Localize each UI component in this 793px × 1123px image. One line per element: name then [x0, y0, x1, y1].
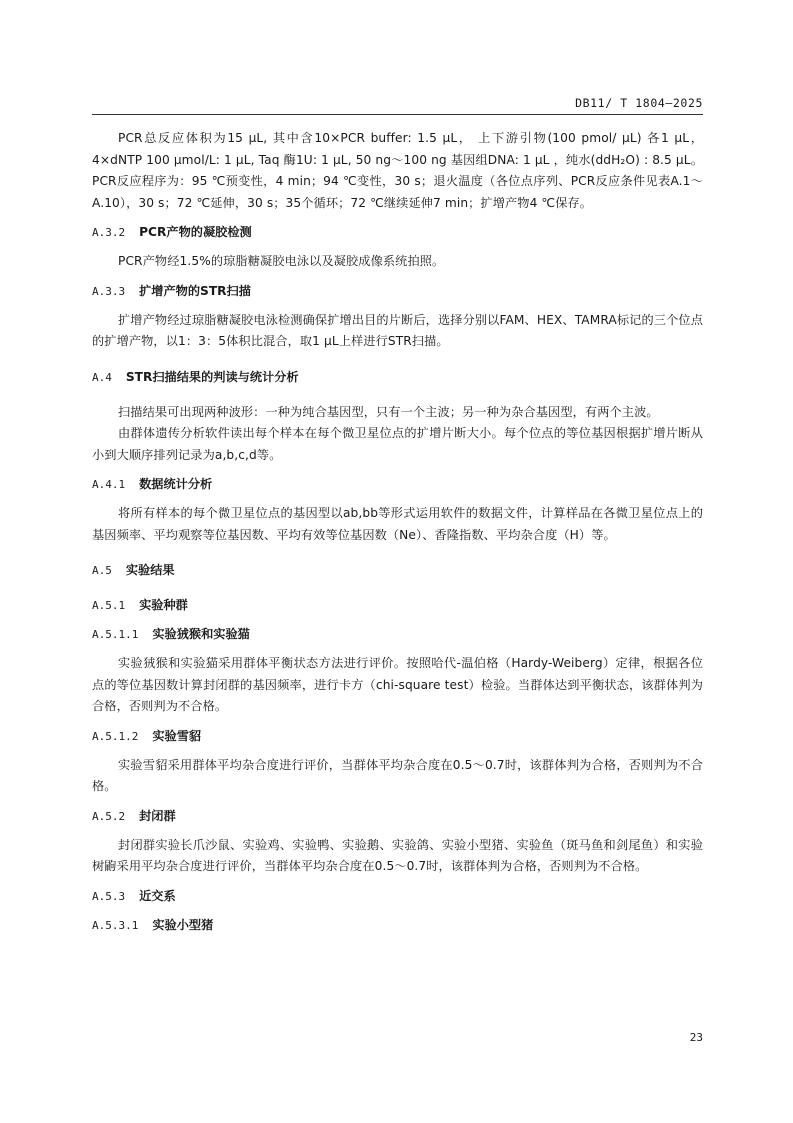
heading-a-5 — [92, 560, 703, 581]
section-number: A.5.1.2 — [92, 729, 139, 743]
heading-a-5-1-2 — [92, 726, 703, 747]
heading-a-3-2 — [92, 222, 703, 243]
section-number: A.5.1 — [92, 599, 126, 612]
page-content — [92, 128, 703, 936]
section-number: A.5.1.1 — [92, 628, 139, 641]
heading-a-5-1 — [92, 595, 703, 616]
section-title: 实验种群 — [139, 598, 188, 612]
paragraph-marmoset-cat: 实验狨猴和实验猫采用群体平衡状态方法进行评价。按照哈代-温伯格（Hardy-Weiberg）定律，根据各位点的等位基因数计算封闭群的基因频率，进行卡方（chi-square test）检验。当群体达到平衡状态，该群体判为合格，否则判为不合格。 — [92, 656, 703, 713]
heading-a-4-1 — [92, 474, 703, 495]
paragraph-statistics: 将所有样本的每个微卫星位点的基因型以ab,bb等形式运用软件的数据文件，计算样品在各微卫星位点上的基因频率、平均观察等位基因数、平均有效等位基因数（Ne）、香隆指数、平均杂合度（H）等。 — [92, 506, 703, 542]
page-number: 23 — [689, 1031, 703, 1044]
section-number: A.4 — [92, 370, 112, 384]
heading-a-4 — [92, 367, 703, 388]
section-title: PCR产物的凝胶检测 — [139, 225, 252, 239]
paragraph-scan-waveforms: 扫描结果可出现两种波形：一种为纯合基因型，只有一个主波；另一种为杂合基因型，有两个主波。 — [118, 404, 659, 419]
section-title: 扩增产物的STR扫描 — [139, 283, 251, 298]
section-title: 近交系 — [139, 888, 176, 903]
document-code: DB11/ T 1804—2025 — [575, 96, 703, 110]
paragraph-closed-colony: 封闭群实验长爪沙鼠、实验鸡、实验鸭、实验鹅、实验鸽、实验小型猪、实验鱼（斑马鱼和剑尾鱼）和实验树鼩采用平均杂合度进行评价，当群体平均杂合度在0.5～0.7时，该群体判为合格，否则判为不合格。 — [92, 837, 703, 873]
section-title: 实验狨猴和实验猫 — [152, 627, 250, 641]
section-title: 数据统计分析 — [139, 477, 213, 491]
section-number: A.3.3 — [92, 284, 126, 298]
paragraph-str-scan: 扩增产物经过琼脂糖凝胶电泳检测确保扩增出目的片断后，选择分别以FAM、HEX、TAMRA标记的三个位点的扩增产物，以1：3：5体积比混合，取1 μL上样进行STR扫描。 — [92, 312, 703, 348]
heading-a-5-3-1 — [92, 915, 703, 936]
section-number: A.3.2 — [92, 226, 126, 239]
section-number: A.5.2 — [92, 809, 126, 823]
section-number: A.5.3.1 — [92, 918, 139, 932]
section-title: 封闭群 — [139, 808, 176, 823]
section-title: 实验小型猪 — [152, 917, 214, 932]
heading-a-5-3 — [92, 886, 703, 907]
header-rule — [92, 114, 703, 115]
section-number: A.4.1 — [92, 478, 126, 491]
paragraph-gel-detection: PCR产物经1.5%的琼脂糖凝胶电泳以及凝胶成像系统拍照。 — [118, 254, 445, 268]
section-number: A.5 — [92, 564, 112, 577]
section-number: A.5.3 — [92, 889, 126, 903]
paragraph-ferret: 实验雪貂采用群体平均杂合度进行评价，当群体平均杂合度在0.5～0.7时，该群体判为合格，否则判为不合格。 — [92, 757, 703, 793]
section-title: STR扫描结果的判读与统计分析 — [125, 369, 299, 384]
paragraph-allele-recording: 由群体遗传分析软件读出每个样本在每个微卫星位点的扩增片断大小。每个位点的等位基因根据扩增片断从小到大顺序排列记录为a,b,c,d等。 — [92, 426, 703, 462]
heading-a-5-2 — [92, 806, 703, 827]
heading-a-5-1-1 — [92, 624, 703, 645]
paragraph-pcr-reaction: PCR总反应体积为15 μL, 其中含10×PCR buffer: 1.5 μL， 上下游引物(100 pmol/ μL) 各1 μL， 4×dNTP 100 μmol/L: 1 μL, Taq 酶1U: 1 μL, 50 ng～100 ng 基因组DNA: 1 μL ，纯水(ddH₂O) : 8.5 μL。PCR反应程序为：95 ℃预变性，4 min；94 ℃变性，30 s；退火温度（各位点序列、PCR反应条件见表A.1～A.10），30 s；72 ℃延伸，30 s；35个循环；72 ℃继续延伸7 min；扩增产物4 ℃保存。 — [92, 131, 703, 210]
section-title: 实验雪貂 — [152, 728, 202, 743]
heading-a-3-3 — [92, 281, 703, 302]
section-title: 实验结果 — [125, 563, 175, 577]
